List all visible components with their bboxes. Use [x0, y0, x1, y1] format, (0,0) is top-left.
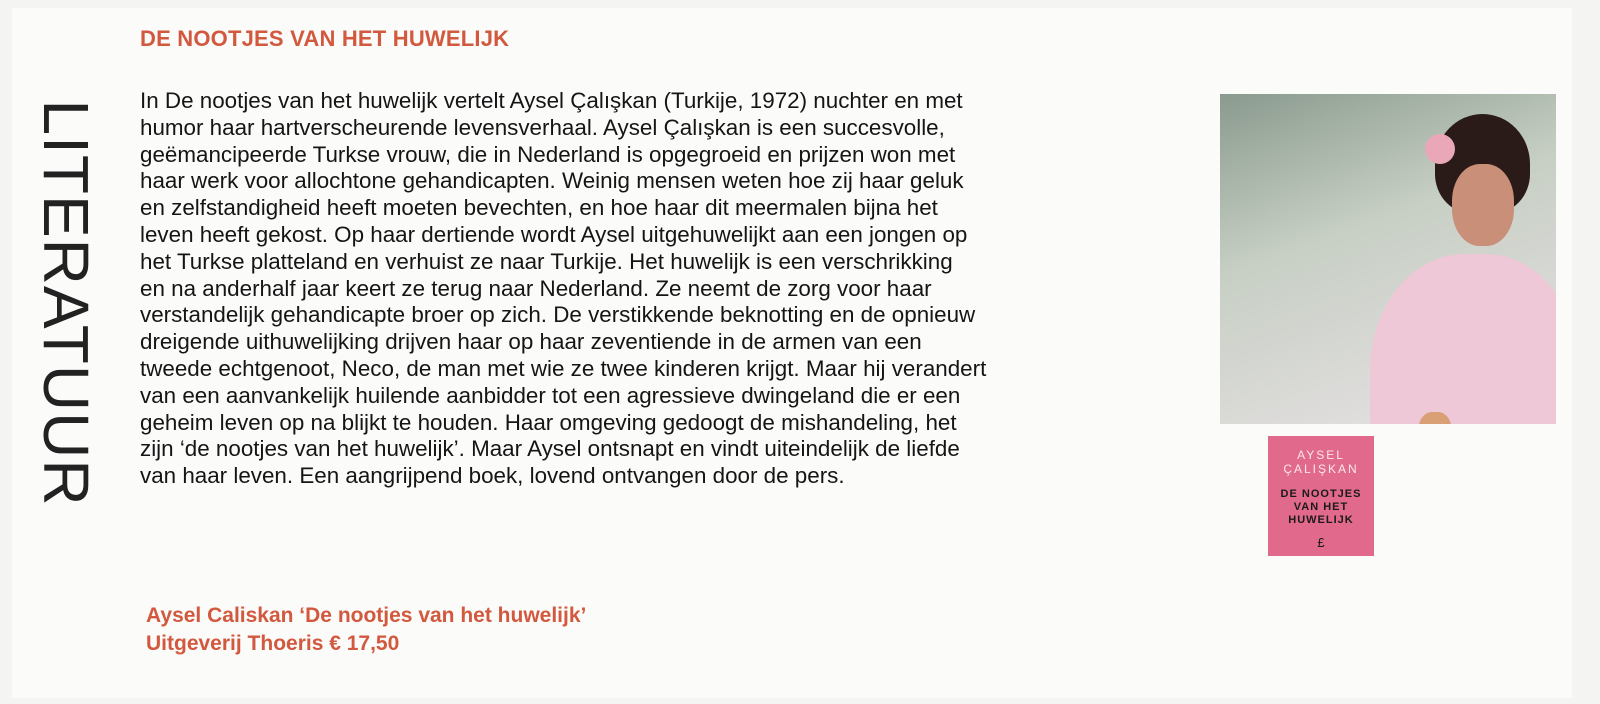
- book-cover: [1268, 436, 1374, 556]
- body-line: haar werk voor allochtone gehandicapten. Weinig mensen weten hoe zij haar geluk: [140, 168, 964, 194]
- article-headline: DE NOOTJES VAN HET HUWELIJK: [140, 26, 510, 51]
- publisher-logo-icon: £: [1317, 535, 1325, 550]
- body-line: humor haar hartverscheurende levensverhaal. Aysel Çalışkan is een succesvolle,: [140, 114, 945, 140]
- body-line: geëmancipeerde Turkse vrouw, die in Nederland is opgegroeid en prijzen won met: [140, 141, 956, 167]
- credit-title: Aysel Caliskan ‘De nootjes van het huwelijk’: [146, 604, 587, 627]
- body-line: dreigende uithuwelijking drijven haar op haar zeventiende in de armen van een: [140, 329, 922, 355]
- book-credit: [146, 602, 586, 658]
- author-photo: [1220, 94, 1556, 424]
- body-line: en na anderhalf jaar keert ze terug naar Nederland. Ze neemt de zorg voor haar: [140, 275, 932, 301]
- photo-dress: [1370, 254, 1556, 424]
- body-line: verstandelijk gehandicapte broer op zich. De verstikkende beknotting en de opnieuw: [140, 302, 976, 328]
- body-line: van een aanvankelijk huilende aanbidder tot een agressieve dwingeland die er een: [140, 382, 961, 408]
- body-line: en zelfstandigheid heeft moeten bevechten, en hoe haar dit meermalen bijna het: [140, 195, 938, 221]
- body-line: het Turkse platteland en verhuist ze naar Turkije. Het huwelijk is een verschrikking: [140, 248, 953, 274]
- book-cover-title: DE NOOTJES VAN HET HUWELIJK: [1280, 488, 1362, 526]
- magazine-page: [12, 8, 1572, 698]
- book-cover-author: AYSEL ÇALIŞKAN: [1283, 448, 1359, 476]
- body-line: tweede echtgenoot, Neco, de man met wie ze twee kinderen krijgt. Maar hij verandert: [140, 355, 987, 381]
- body-line: van haar leven. Een aangrijpend boek, lovend ontvangen door de pers.: [140, 463, 845, 489]
- photo-face: [1452, 164, 1514, 246]
- credit-publisher-price: Uitgeverij Thoeris € 17,50: [146, 632, 400, 655]
- body-line: leven heeft gekost. Op haar dertiende wordt Aysel uitgehuwelijkt aan een jongen op: [140, 221, 968, 247]
- photo-flower: [1425, 134, 1455, 164]
- section-label: LITERATUUR: [30, 99, 102, 507]
- bleed-through-decoration: [1102, 54, 1552, 55]
- body-line: zijn ‘de nootjes van het huwelijk’. Maar Aysel ontsnapt en vindt uiteindelijk de liefde: [140, 436, 960, 462]
- article-body: [140, 88, 1170, 490]
- body-line: geheim leven op na blijkt te houden. Haar omgeving gedoogt de mishandeling, het: [140, 409, 957, 435]
- body-line: In De nootjes van het huwelijk vertelt Aysel Çalışkan (Turkije, 1972) nuchter en met: [140, 88, 963, 113]
